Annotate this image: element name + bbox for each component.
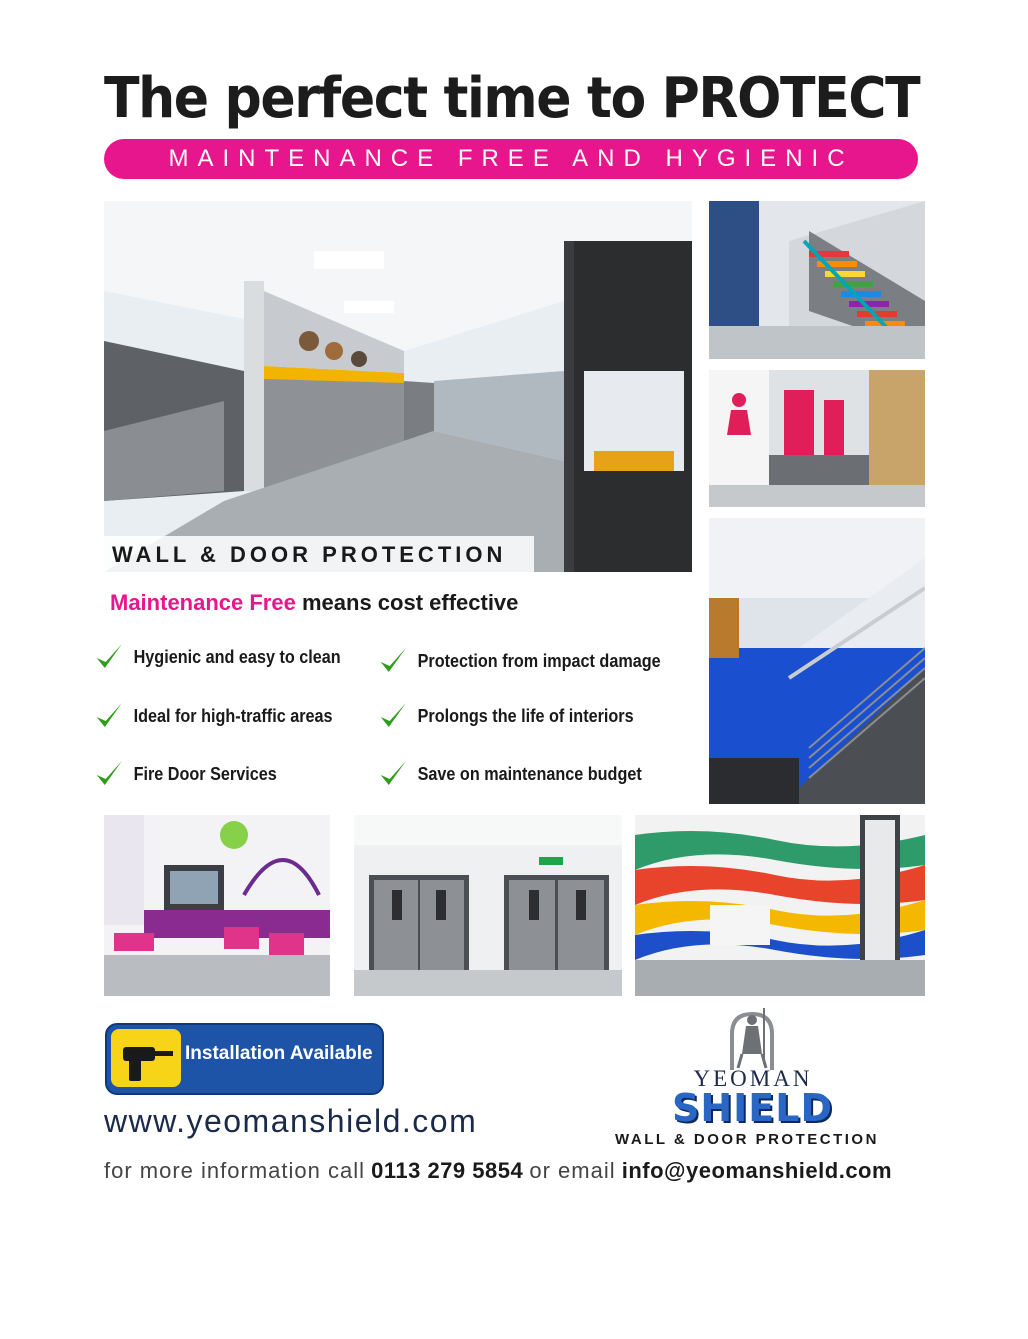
benefit-item: [94, 757, 277, 791]
benefit-text: Protection from impact damage: [417, 650, 661, 671]
main-photo-caption: WALL & DOOR PROTECTION: [112, 542, 507, 567]
check-mark-icon: [94, 640, 125, 674]
drill-icon: [111, 1029, 181, 1087]
headline: [104, 66, 920, 136]
email-prefix: or email: [529, 1158, 616, 1183]
benefit-item: [378, 757, 642, 791]
yeoman-figure-logo: [722, 1004, 782, 1070]
benefit-text: Ideal for high-traffic areas: [133, 705, 333, 726]
tagline-banner: MAINTENANCE FREE AND HYGIENIC: [104, 139, 918, 179]
value-statement: [110, 590, 518, 616]
benefit-item: [94, 699, 333, 733]
brand-subtitle: WALL & DOOR PROTECTION: [615, 1131, 879, 1148]
benefit-item: [378, 699, 634, 733]
contact-line: [104, 1158, 892, 1184]
benefit-item: [378, 644, 661, 678]
benefit-text: Hygienic and easy to clean: [133, 646, 341, 667]
restroom-photo: [709, 370, 925, 507]
headline-text: The perfect time to: [104, 66, 645, 131]
benefit-item: [94, 640, 341, 674]
reception-photo: [104, 815, 330, 996]
brand-name-top: YEOMAN: [693, 1066, 813, 1091]
main-corridor-photo: [104, 201, 692, 572]
benefit-text: Fire Door Services: [133, 763, 277, 784]
check-mark-icon: [94, 757, 125, 791]
check-mark-icon: [94, 699, 125, 733]
check-mark-icon: [378, 757, 409, 791]
value-highlight: Maintenance Free: [110, 590, 296, 615]
brand-name: SHIELD: [671, 1086, 834, 1130]
blue-stairs-photo: [709, 518, 925, 804]
benefit-text: Prolongs the life of interiors: [417, 705, 634, 726]
call-prefix: for more information call: [104, 1158, 365, 1183]
website-link[interactable]: www.yeomanshield.com: [104, 1103, 478, 1139]
email-address[interactable]: info@yeomanshield.com: [621, 1158, 893, 1183]
rainbow-wall-photo: [635, 815, 925, 996]
check-mark-icon: [378, 699, 409, 733]
value-rest: means cost effective: [301, 590, 519, 615]
phone-number[interactable]: 0113 279 5854: [371, 1158, 524, 1183]
stairwell-photo: [709, 201, 925, 359]
installation-badge: [105, 1023, 384, 1095]
benefit-text: Save on maintenance budget: [417, 763, 642, 784]
fire-doors-photo: [354, 815, 622, 996]
check-mark-icon: [378, 644, 409, 678]
headline-emphasis: PROTECT: [661, 66, 920, 131]
installation-text: Installation Available: [185, 1043, 373, 1064]
